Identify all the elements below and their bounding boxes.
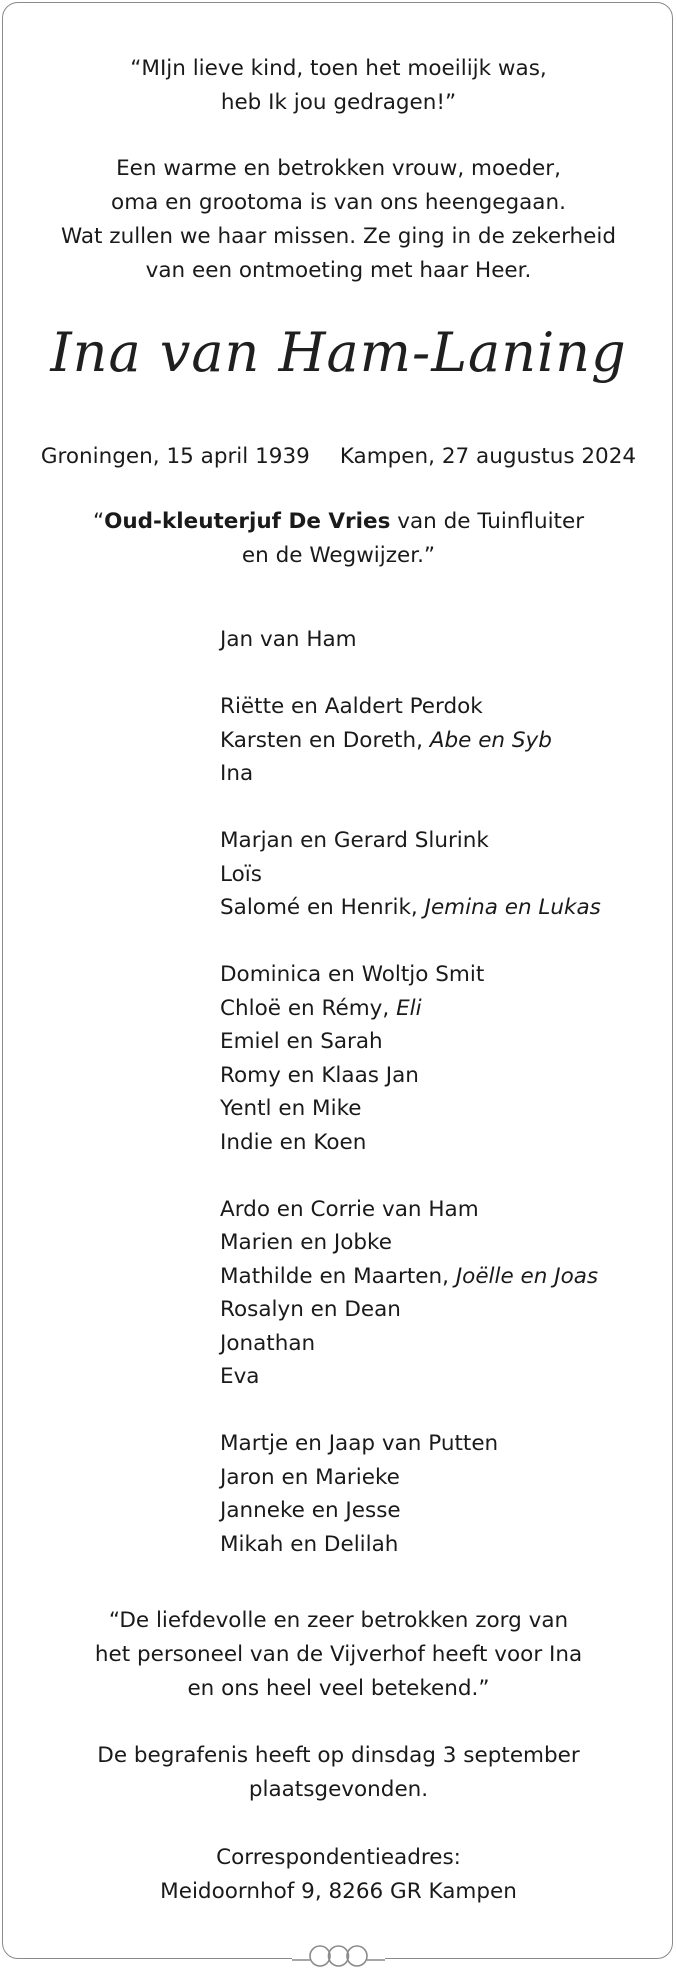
intro-line: oma en grootoma is van ons heengegaan. [111,190,566,215]
thanks-line: en ons heel veel betekend.” [187,1676,490,1701]
family-member-names: Marien en Jobke [220,1230,392,1255]
family-member-names: Yentl en Mike [220,1096,362,1121]
grandchildren-names: Eli [396,995,422,1021]
nickname-line2: en de Wegwijzer.” [241,543,436,568]
deceased-name: Ina van Ham-Laning [50,321,627,384]
nickname-bold: Oud-kleuterjuf De Vries [104,509,391,534]
grandchildren-names: Joëlle en Joas [455,1263,599,1289]
family-member-names: Loïs [220,861,262,887]
family-member-line [220,1293,601,1327]
family-member-names: Ardo en Corrie van Ham [220,1196,479,1222]
nickname-quote [0,505,677,573]
quote-open: “ [92,509,105,534]
family-member-line [220,992,601,1026]
family-member-line [220,1327,601,1361]
correspondence [0,1841,677,1909]
family-member-line [220,1193,601,1227]
family-member-line [220,958,601,992]
family-member-names: Salomé en Henrik, [220,895,425,920]
family-member-names: Riëtte en Aaldert Perdok [220,694,483,719]
family-member-names: Marjan en Gerard Slurink [220,828,489,853]
family-member-names: Indie en Koen [220,1129,367,1155]
family-member-line [220,1461,601,1495]
intro-line: Wat zullen we haar missen. Ze ging in de zekerheid [60,224,617,249]
family-member-line [220,1226,601,1260]
family-member-names: Ina [220,761,254,786]
intro-text [0,152,677,288]
family-member-line [220,1025,601,1059]
funeral-line: plaatsgevonden. [248,1777,429,1802]
family-member-names: Romy en Klaas Jan [220,1062,419,1088]
family-list [220,623,601,1561]
birth-date: Groningen, 15 april 1939 [40,444,310,469]
bible-quote [0,52,677,120]
family-member-line [220,1528,601,1562]
thanks-quote [0,1604,677,1706]
family-member-names: Jan van Ham [220,627,357,652]
family-member-line [220,690,601,724]
family-group [220,623,601,657]
family-member-names: Karsten en Doreth, [220,727,430,753]
thanks-line: “De liefdevolle en zeer betrokken zorg van [108,1608,569,1633]
family-member-names: Janneke en Jesse [220,1498,401,1523]
interlocking-rings-ornament [292,1944,385,1968]
family-group [220,958,601,1159]
family-member-line [220,724,601,758]
family-group [220,1427,601,1561]
family-member-names: Jaron en Marieke [220,1464,400,1490]
family-member-line [220,1059,601,1093]
family-member-line [220,1494,601,1528]
family-member-line [220,1260,601,1294]
family-member-names: Rosalyn en Dean [220,1297,401,1322]
family-group [220,690,601,791]
family-member-line [220,1360,601,1394]
thanks-line: het personeel van de Vijverhof heeft voor Ina [94,1642,583,1667]
death-date: Kampen, 27 augustus 2024 [339,444,637,469]
grandchildren-names: Jemina en Lukas [424,895,601,920]
family-member-names: Emiel en Sarah [220,1029,383,1054]
life-dates [0,440,677,474]
family-member-line [220,858,601,892]
family-member-names: Mathilde en Maarten, [220,1263,456,1289]
family-member-names: Martje en Jaap van Putten [220,1431,499,1456]
intro-line: van een ontmoeting met haar Heer. [145,258,532,283]
bible-quote-line: heb Ik jou gedragen!” [220,90,457,115]
family-member-names: Dominica en Woltjo Smit [220,962,485,987]
family-member-line [220,623,601,657]
family-member-line [220,891,601,925]
family-member-line [220,1126,601,1160]
correspondence-label: Correspondentieadres: [216,1845,461,1870]
nickname-rest: van de Tuinfluiter [390,509,585,534]
family-member-names: Mikah en Delilah [220,1531,399,1557]
family-member-line [220,824,601,858]
family-member-line [220,1427,601,1461]
correspondence-address: Meidoornhof 9, 8266 GR Kampen [160,1879,517,1904]
family-member-names: Jonathan [220,1330,316,1356]
family-member-names: Chloë en Rémy, [220,995,397,1021]
intro-line: Een warme en betrokken vrouw, moeder, [116,156,561,181]
family-member-line [220,1092,601,1126]
family-member-line [220,757,601,791]
family-group [220,824,601,925]
funeral-line: De begrafenis heeft op dinsdag 3 september [97,1743,580,1768]
family-member-names: Eva [220,1364,260,1389]
grandchildren-names: Abe en Syb [429,727,552,753]
bible-quote-line: “MIjn lieve kind, toen het moeilijk was, [130,56,547,81]
funeral-notice [0,1739,677,1807]
family-group [220,1193,601,1394]
